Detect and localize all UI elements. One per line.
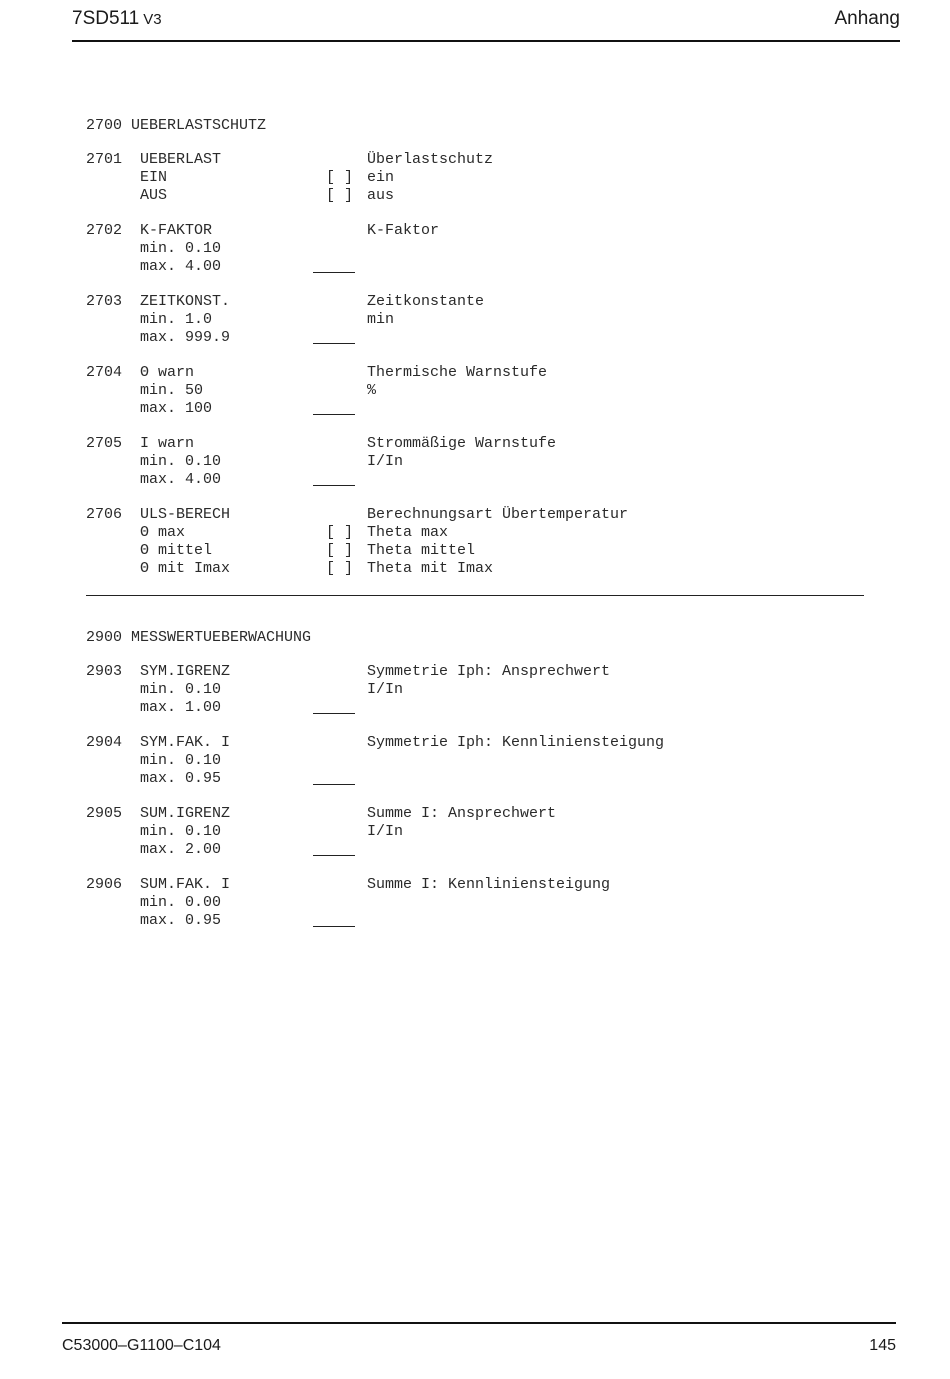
- value-entry-line[interactable]: [313, 485, 355, 486]
- parameter-address: 2704: [86, 364, 123, 381]
- value-entry-line[interactable]: [313, 784, 355, 785]
- parameter-block: [86, 663, 886, 717]
- parameter-address: 2904: [86, 734, 123, 751]
- parameter-name: SYM.IGRENZ: [140, 663, 231, 680]
- parameter-description: Thermische Warnstufe: [367, 364, 548, 381]
- option-checkbox[interactable]: [ ]: [326, 542, 354, 559]
- option-description: Theta mit Imax: [367, 560, 494, 577]
- value-entry-line[interactable]: [313, 272, 355, 273]
- value-entry-line[interactable]: [313, 713, 355, 714]
- range-label: max. 4.00: [140, 258, 222, 275]
- option-label: AUS: [140, 187, 168, 204]
- parameter-description: Überlastschutz: [367, 151, 494, 168]
- option-checkbox[interactable]: [ ]: [326, 169, 354, 186]
- option-checkbox[interactable]: [ ]: [326, 187, 354, 204]
- value-entry-line[interactable]: [313, 855, 355, 856]
- parameter-description: Strommäßige Warnstufe: [367, 435, 557, 452]
- option-row: [86, 524, 886, 542]
- range-label: max. 0.95: [140, 770, 222, 787]
- parameter-address: 2903: [86, 663, 123, 680]
- option-label: EIN: [140, 169, 168, 186]
- range-row: [86, 841, 886, 859]
- parameter-description: Zeitkonstante: [367, 293, 485, 310]
- range-row: [86, 770, 886, 788]
- page-number: 145: [869, 1337, 896, 1354]
- parameter-header: [86, 364, 886, 382]
- parameter-address: 2703: [86, 293, 123, 310]
- range-label: max. 0.95: [140, 912, 222, 929]
- range-row: [86, 400, 886, 418]
- section-title: 2900 MESSWERTUEBERWACHUNG: [86, 629, 312, 646]
- option-row: [86, 560, 886, 578]
- parameter-header: [86, 734, 886, 752]
- parameter-header: [86, 293, 886, 311]
- parameter-description: Symmetrie Iph: Ansprechwert: [367, 663, 611, 680]
- parameter-description: Berechnungsart Übertemperatur: [367, 506, 629, 523]
- parameter-header: [86, 222, 886, 240]
- parameter-header: [86, 151, 886, 169]
- option-label: Θ max: [140, 524, 186, 541]
- parameter-block: [86, 805, 886, 859]
- parameter-description: Summe I: Kennliniensteigung: [367, 876, 611, 893]
- option-description: Theta mittel: [367, 542, 476, 559]
- parameter-name: I warn: [140, 435, 195, 452]
- parameter-block: [86, 734, 886, 788]
- parameter-name: K-FAKTOR: [140, 222, 213, 239]
- parameter-name: SUM.FAK. I: [140, 876, 231, 893]
- parameter-name: ULS-BERECH: [140, 506, 231, 523]
- range-row: [86, 823, 886, 841]
- parameter-header: [86, 876, 886, 894]
- unit-label: I/In: [367, 823, 404, 840]
- range-label: max. 1.00: [140, 699, 222, 716]
- section-title: 2700 UEBERLASTSCHUTZ: [86, 117, 267, 134]
- option-checkbox[interactable]: [ ]: [326, 524, 354, 541]
- unit-label: I/In: [367, 681, 404, 698]
- unit-label: I/In: [367, 453, 404, 470]
- range-row: [86, 329, 886, 347]
- parameter-block: [86, 364, 886, 418]
- option-description: aus: [367, 187, 395, 204]
- parameter-header: [86, 805, 886, 823]
- range-label: max. 100: [140, 400, 213, 417]
- page-footer: [62, 1322, 896, 1354]
- option-label: Θ mit Imax: [140, 560, 231, 577]
- parameter-address: 2705: [86, 435, 123, 452]
- parameter-block: [86, 222, 886, 276]
- parameter-name: Θ warn: [140, 364, 195, 381]
- parameter-block: [86, 293, 886, 347]
- page-header: [72, 6, 900, 42]
- value-entry-line[interactable]: [313, 926, 355, 927]
- parameter-block: [86, 506, 886, 578]
- parameter-header: [86, 663, 886, 681]
- parameter-name: SUM.IGRENZ: [140, 805, 231, 822]
- device-version: V3: [143, 11, 162, 28]
- unit-label: min: [367, 311, 395, 328]
- parameter-block: [86, 876, 886, 930]
- parameter-address: 2706: [86, 506, 123, 523]
- range-row: [86, 382, 886, 400]
- range-row: [86, 453, 886, 471]
- chapter-name: Anhang: [834, 8, 900, 29]
- range-row: [86, 471, 886, 489]
- range-row: [86, 311, 886, 329]
- range-row: [86, 681, 886, 699]
- range-label: min. 0.10: [140, 240, 222, 257]
- value-entry-line[interactable]: [313, 414, 355, 415]
- range-label: min. 0.10: [140, 453, 222, 470]
- parameter-list: [86, 117, 886, 947]
- section-divider: [86, 595, 864, 596]
- range-label: min. 0.00: [140, 894, 222, 911]
- unit-label: %: [367, 382, 377, 399]
- range-label: min. 50: [140, 382, 204, 399]
- parameter-name: ZEITKONST.: [140, 293, 231, 310]
- document-number: C53000–G1100–C104: [62, 1337, 221, 1354]
- option-description: ein: [367, 169, 395, 186]
- option-label: Θ mittel: [140, 542, 213, 559]
- range-row: [86, 894, 886, 912]
- parameter-name: UEBERLAST: [140, 151, 222, 168]
- parameter-address: 2701: [86, 151, 123, 168]
- parameter-address: 2906: [86, 876, 123, 893]
- range-row: [86, 240, 886, 258]
- parameter-name: SYM.FAK. I: [140, 734, 231, 751]
- range-label: max. 2.00: [140, 841, 222, 858]
- option-checkbox[interactable]: [ ]: [326, 560, 354, 577]
- parameter-description: Symmetrie Iph: Kennliniensteigung: [367, 734, 665, 751]
- range-row: [86, 258, 886, 276]
- option-description: Theta max: [367, 524, 449, 541]
- range-label: max. 4.00: [140, 471, 222, 488]
- option-row: [86, 542, 886, 560]
- parameter-header: [86, 435, 886, 453]
- range-row: [86, 752, 886, 770]
- range-row: [86, 699, 886, 717]
- document-title: [72, 8, 162, 30]
- device-name: 7SD511: [72, 8, 140, 29]
- value-entry-line[interactable]: [313, 343, 355, 344]
- range-row: [86, 912, 886, 930]
- parameter-block: [86, 435, 886, 489]
- parameter-address: 2905: [86, 805, 123, 822]
- parameter-description: Summe I: Ansprechwert: [367, 805, 557, 822]
- option-row: [86, 187, 886, 205]
- range-label: min. 1.0: [140, 311, 213, 328]
- range-label: min. 0.10: [140, 681, 222, 698]
- range-label: min. 0.10: [140, 823, 222, 840]
- range-label: max. 999.9: [140, 329, 231, 346]
- parameter-header: [86, 506, 886, 524]
- option-row: [86, 169, 886, 187]
- parameter-description: K-Faktor: [367, 222, 440, 239]
- parameter-block: [86, 151, 886, 205]
- range-label: min. 0.10: [140, 752, 222, 769]
- parameter-address: 2702: [86, 222, 123, 239]
